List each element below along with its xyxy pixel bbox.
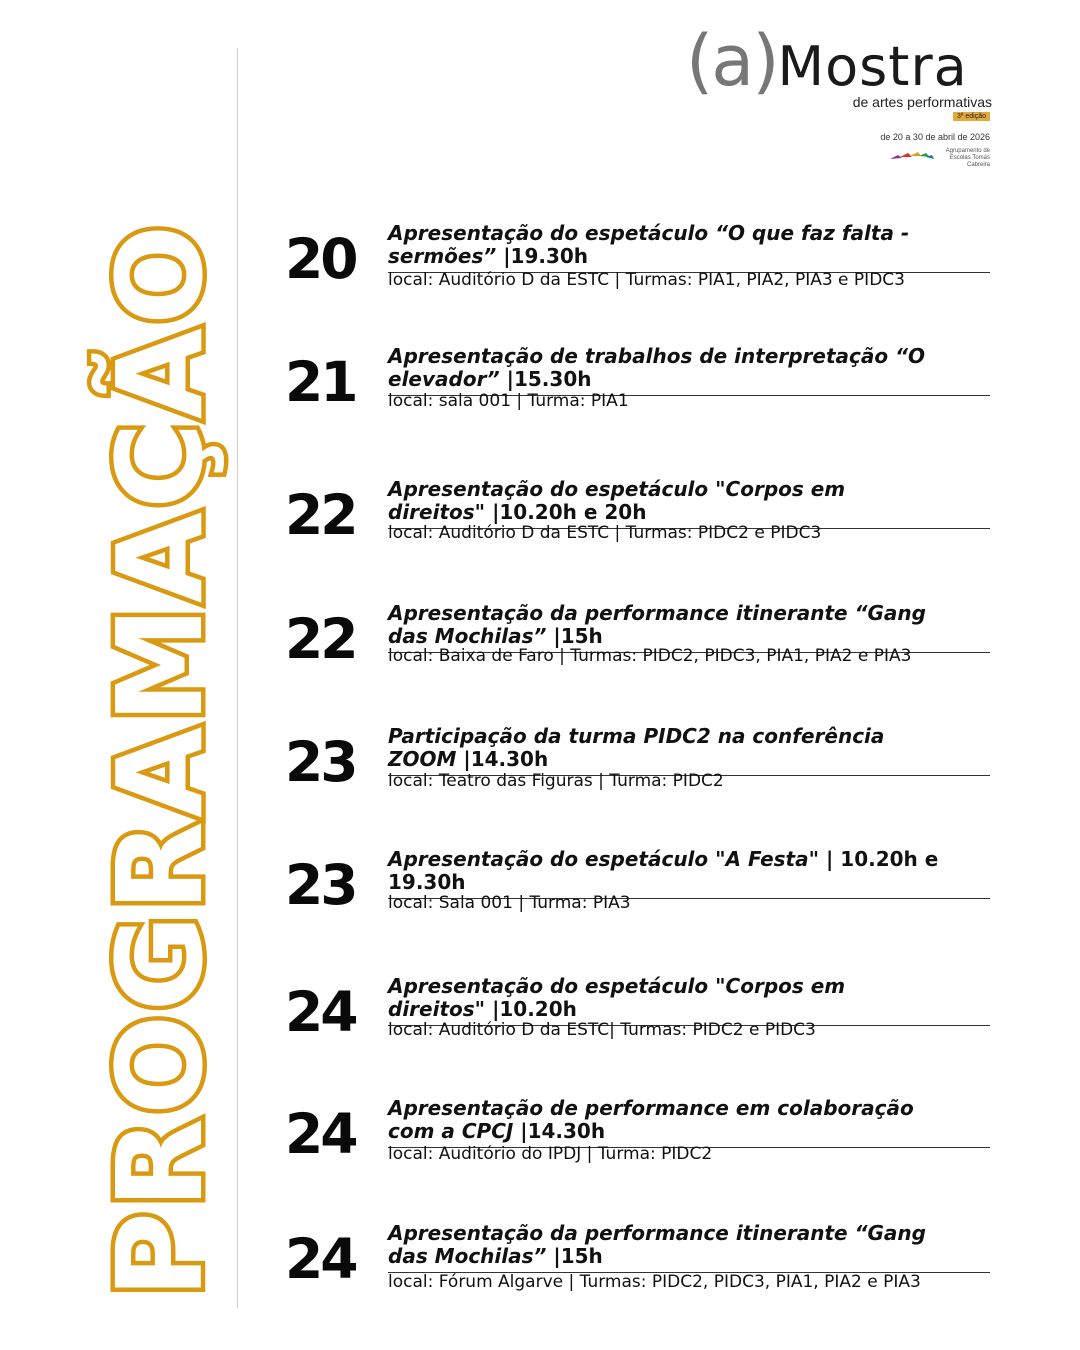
event-day: 20 xyxy=(285,227,356,291)
event-location: local: Auditório D da ESTC| Turmas: PIDC2 e PIDC3 xyxy=(388,1020,816,1040)
event-name: Apresentação do espetáculo "Corpos em direitos" xyxy=(388,974,846,1021)
amostra-logo xyxy=(680,20,1000,170)
logo-dates: de 20 a 30 de abril de 2026 xyxy=(880,132,990,142)
event-item xyxy=(285,974,990,1065)
event-time: |15.30h xyxy=(506,367,592,391)
logo-subtitle: de artes performativas xyxy=(852,94,992,110)
event-name: Apresentação de performance em colaboração com a CPCJ xyxy=(388,1096,914,1143)
event-title xyxy=(388,975,990,1026)
event-location: local: Auditório D da ESTC | Turmas: PIA1, PIA2, PIA3 e PIDC3 xyxy=(388,270,905,290)
event-location: local: Sala 001 | Turma: PIA3 xyxy=(388,893,631,913)
event-time: |15h xyxy=(553,1244,603,1268)
programacao-vertical-title: PROGRAMAÇÃO xyxy=(91,221,229,1299)
event-location: local: Auditório D da ESTC | Turmas: PIDC2 e PIDC3 xyxy=(388,523,822,543)
event-name: Apresentação do espetáculo “O que faz falta - sermões” xyxy=(388,221,910,268)
event-time: |10.20h e 20h xyxy=(492,500,647,524)
event-item xyxy=(285,601,990,692)
event-item xyxy=(285,221,990,312)
event-title xyxy=(388,848,990,899)
logo-word: Mostra xyxy=(777,35,968,98)
event-item xyxy=(285,477,990,568)
event-location: local: Teatro das Figuras | Turma: PIDC2 xyxy=(388,771,724,791)
event-title xyxy=(388,725,990,776)
event-day: 24 xyxy=(285,980,356,1044)
logo-wordmark xyxy=(686,20,968,102)
logo-edition-badge: 3ª edição xyxy=(953,112,990,121)
school-swoosh-icon xyxy=(890,150,934,162)
event-location: local: Auditório do IPDJ | Turma: PIDC2 xyxy=(388,1144,713,1164)
event-time: |14.30h xyxy=(463,747,549,771)
event-name: Participação da turma PIDC2 na conferência ZOOM xyxy=(388,724,885,771)
event-time: | 10.20h e 19.30h xyxy=(388,847,939,894)
event-location: local: Fórum Algarve | Turmas: PIDC2, PIDC3, PIA1, PIA2 e PIA3 xyxy=(388,1272,921,1292)
event-day: 23 xyxy=(285,853,356,917)
event-name: Apresentação do espetáculo "A Festa" xyxy=(388,847,820,871)
event-title xyxy=(388,1222,990,1273)
event-name: Apresentação da performance itinerante “Gang das Mochilas” xyxy=(388,1221,926,1268)
event-day: 21 xyxy=(285,350,356,414)
event-time: |15h xyxy=(553,624,603,648)
event-location: local: sala 001 | Turma: PIA1 xyxy=(388,391,629,411)
event-day: 24 xyxy=(285,1227,356,1291)
event-name: Apresentação do espetáculo "Corpos em direitos" xyxy=(388,477,846,524)
event-time: |10.20h xyxy=(492,997,577,1021)
event-day: 24 xyxy=(285,1102,356,1166)
event-name: Apresentação de trabalhos de interpretação “O elevador” xyxy=(388,344,925,391)
event-title xyxy=(388,222,990,273)
event-title xyxy=(388,345,990,396)
vertical-divider xyxy=(237,48,238,1308)
event-item xyxy=(285,344,990,435)
event-title xyxy=(388,478,990,529)
event-day: 22 xyxy=(285,607,356,671)
event-item xyxy=(285,1096,990,1187)
event-name: Apresentação da performance itinerante “Gang das Mochilas” xyxy=(388,601,926,648)
event-item xyxy=(285,724,990,815)
logo-paren-a: (a) xyxy=(686,20,778,102)
event-time: |19.30h xyxy=(503,244,589,268)
event-item xyxy=(285,1221,990,1312)
event-location: local: Baixa de Faro | Turmas: PIDC2, PIDC3, PIA1, PIA2 e PIA3 xyxy=(388,646,912,666)
event-day: 22 xyxy=(285,483,356,547)
event-title xyxy=(388,1097,990,1148)
event-time: |14.30h xyxy=(520,1119,606,1143)
event-day: 23 xyxy=(285,730,356,794)
school-logo xyxy=(890,148,990,168)
event-item xyxy=(285,847,990,938)
school-name: Agrupamento de Escolas Tomás Cabreira xyxy=(945,148,990,168)
